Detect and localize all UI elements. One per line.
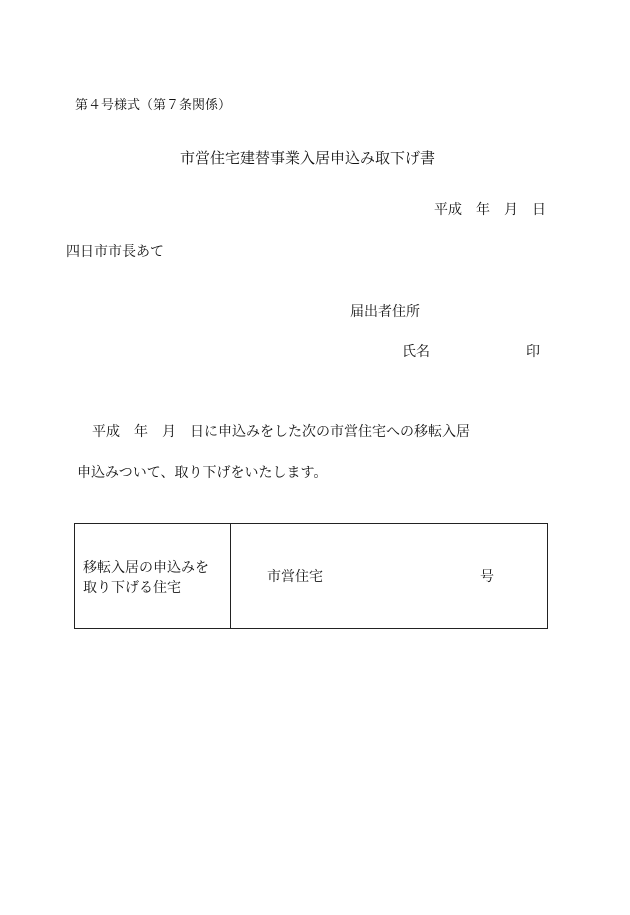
filer-address-label: 届出者住所 [350, 304, 420, 320]
housing-label: 市営住宅 [267, 569, 323, 585]
housing-number-suffix: 号 [480, 569, 494, 585]
body-text-line-2: 申込みついて、取り下げをいたします。 [77, 465, 328, 481]
date-line: 平成 年 月 日 [434, 202, 546, 218]
addressee: 四日市市長あて [66, 244, 164, 260]
document-title: 市営住宅建替事業入居申込み取下げ書 [180, 149, 436, 167]
table-divider [230, 524, 231, 628]
housing-table [74, 523, 548, 629]
filer-name-label: 氏名 [402, 344, 430, 360]
body-text-line-1: 平成 年 月 日に申込みをした次の市営住宅への移転入居 [92, 424, 470, 440]
table-row-label: 移転入居の申込みを 取り下げる住宅 [83, 560, 209, 596]
form-number: 第４号様式（第７条関係） [75, 98, 232, 113]
seal-mark: 印 [526, 344, 540, 360]
